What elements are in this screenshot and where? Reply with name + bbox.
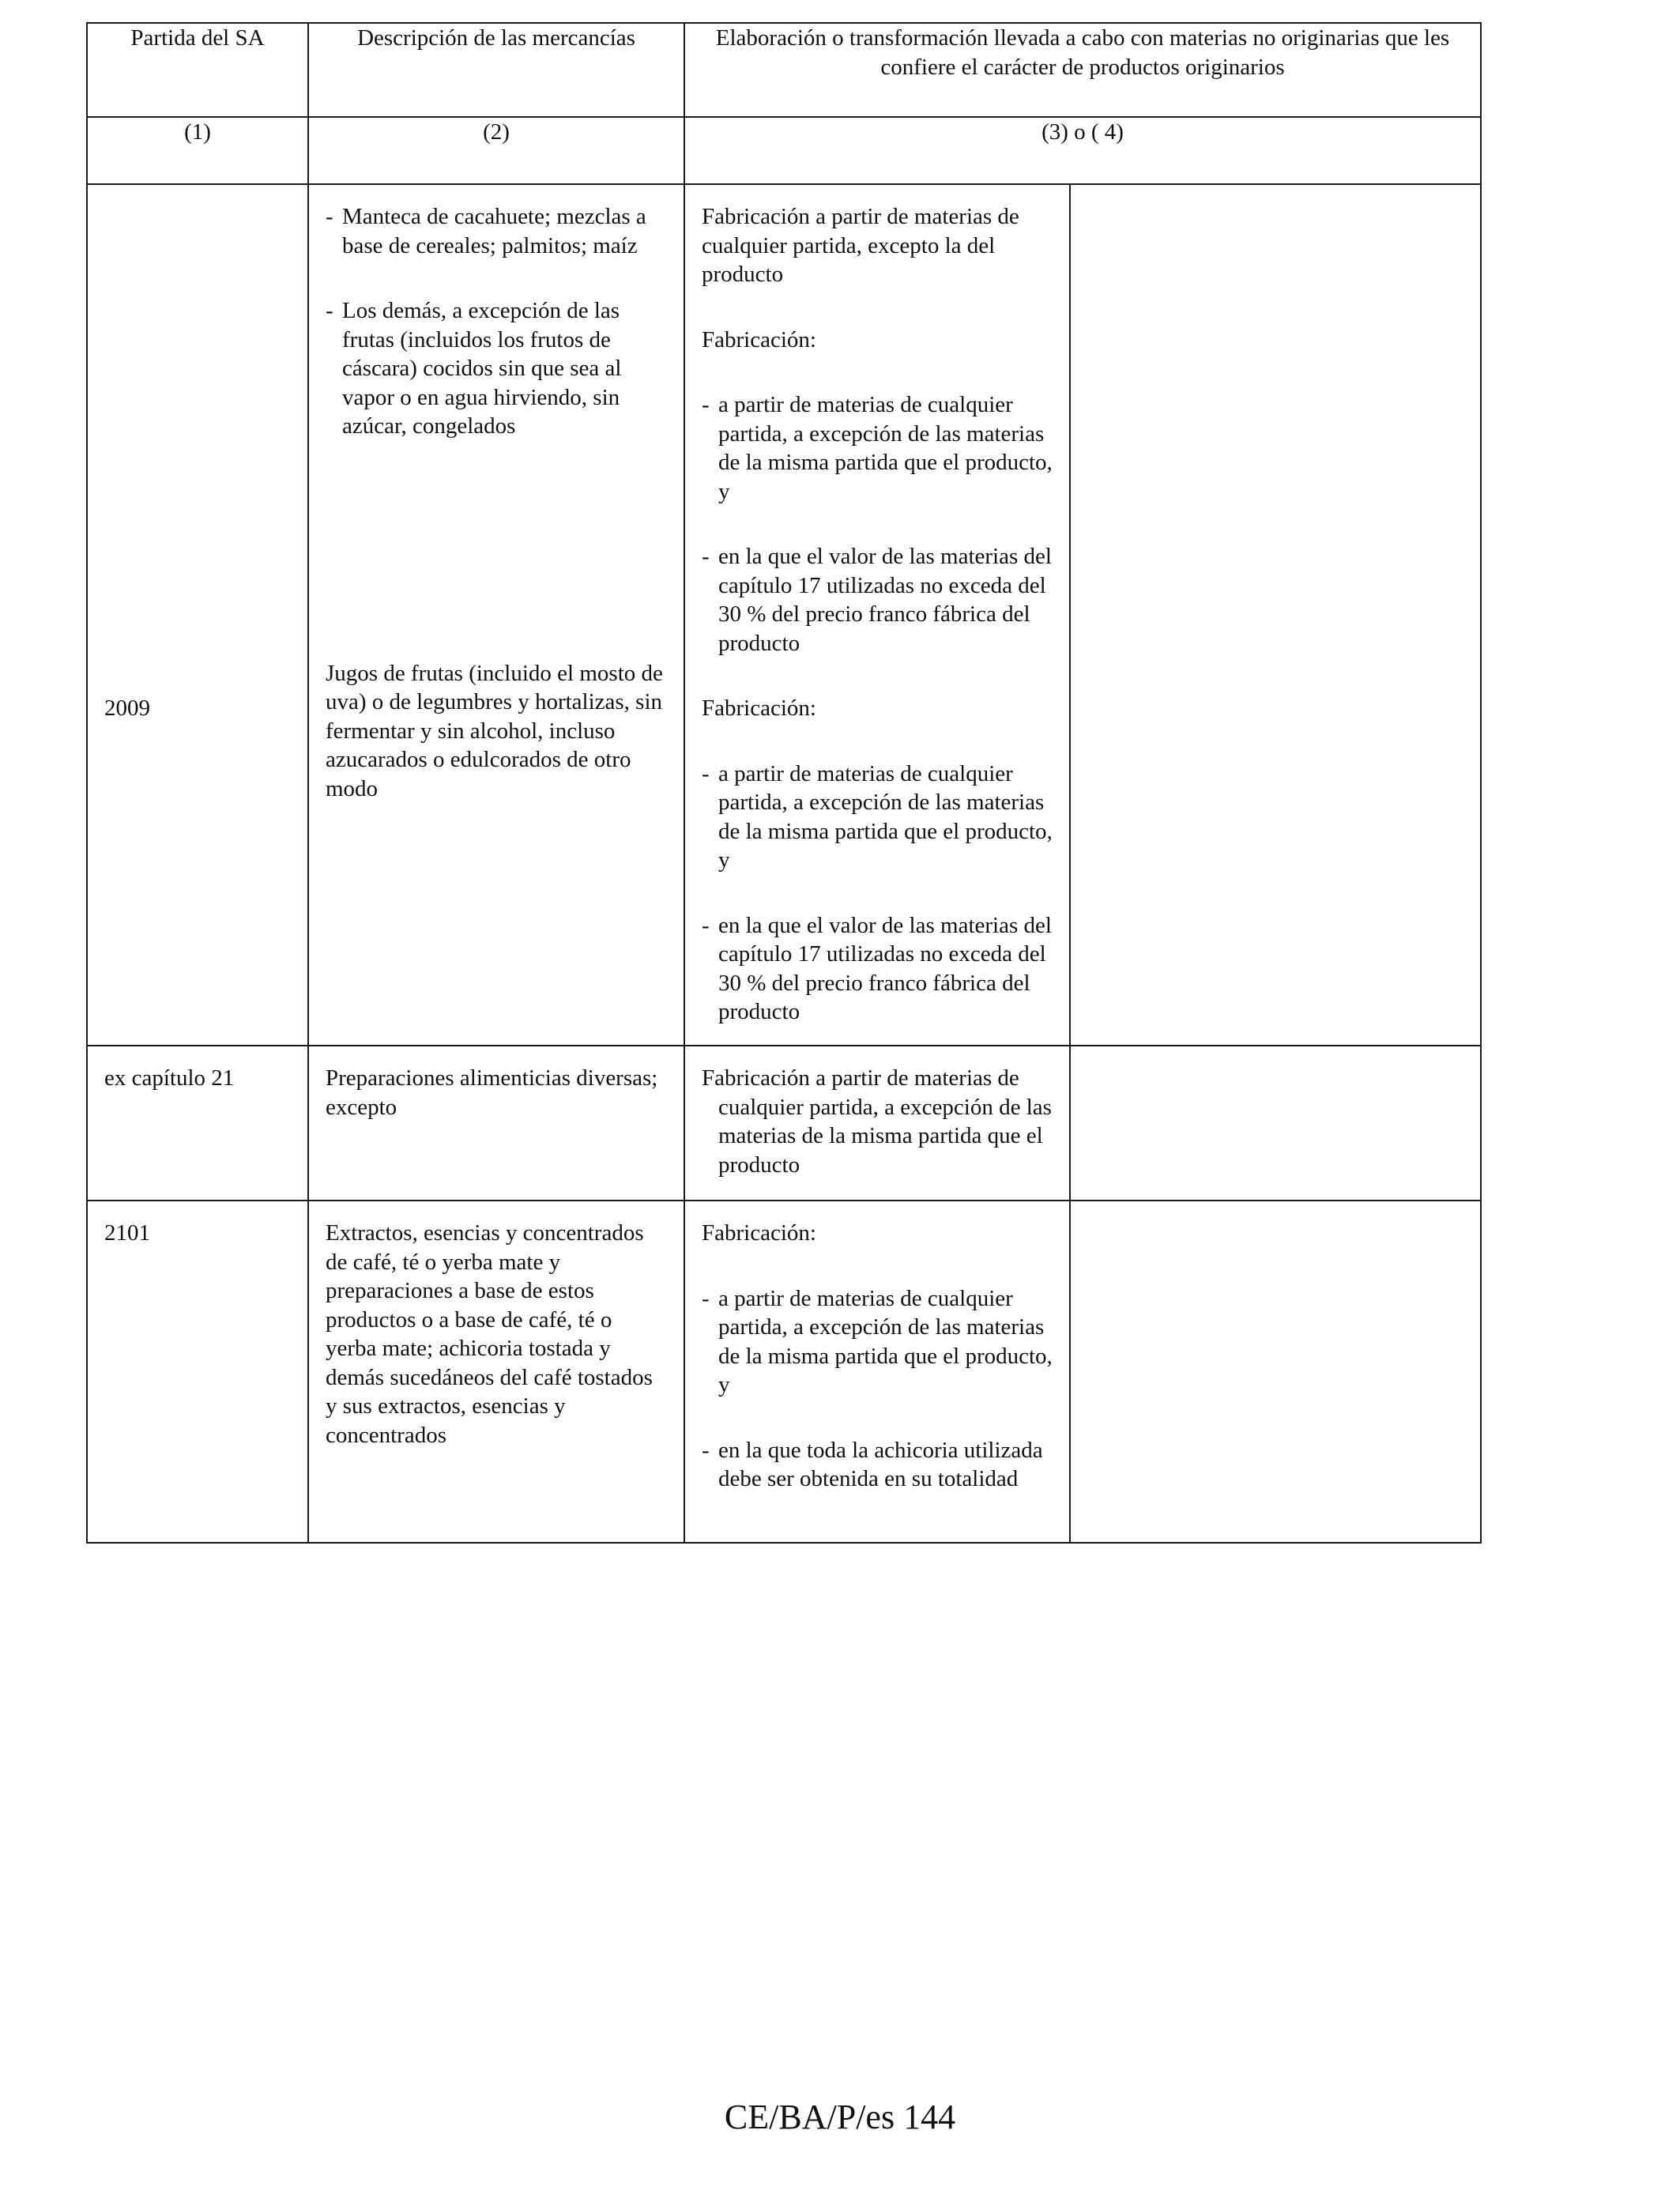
list-dash: - xyxy=(702,544,710,569)
alternative-rule-cell xyxy=(1070,1201,1481,1543)
rule-item: a partir de materias de cualquier partida, a excepción de las materias de la misma partida que el producto, y xyxy=(718,760,1053,873)
description-ex-21: Preparaciones alimenticias diversas; excepto xyxy=(326,1065,658,1120)
header-hs-heading: Partida del SA xyxy=(87,23,308,117)
hs-heading-cell xyxy=(87,184,308,1046)
rule-item: en la que el valor de las materias del capítulo 17 utilizadas no exceda del 30 % del precio franco fábrica del producto xyxy=(718,912,1052,1024)
rule-cell xyxy=(684,184,1070,1046)
column-number-row xyxy=(87,117,1481,184)
list-item xyxy=(702,760,1053,875)
table-row xyxy=(87,184,1481,1046)
page-footer-reference: CE/BA/P/es 144 xyxy=(724,2098,956,2136)
rule-intro: Fabricación: xyxy=(702,326,816,352)
hs-heading-2101: 2101 xyxy=(104,1220,150,1246)
list-item xyxy=(326,296,668,441)
rule-intro: Fabricación: xyxy=(702,696,816,721)
rule-item: a partir de materias de cualquier partida, a excepción de las materias de la misma partida que el producto, y xyxy=(718,1285,1053,1397)
list-dash: - xyxy=(702,760,710,786)
rule-intro: Fabricación: xyxy=(702,1220,816,1246)
table-header-row xyxy=(87,23,1481,117)
rule-cell xyxy=(684,1046,1070,1201)
table-row xyxy=(87,1201,1481,1543)
description-cell xyxy=(308,184,684,1046)
rule-text: Fabricación a partir de materias de cualquier partida, excepto la del producto xyxy=(702,204,1019,287)
origin-rules-table xyxy=(86,22,1482,1544)
list-item xyxy=(702,1284,1053,1400)
hs-heading-cell xyxy=(87,1046,308,1201)
column-number-3-4: (3) o ( 4) xyxy=(684,117,1481,184)
hs-heading-2009: 2009 xyxy=(104,696,150,721)
description-2101: Extractos, esencias y concentrados de café, té o yerba mate y preparaciones a base de estos productos o a base de café, té o yerba mate; achicoria tostada y demás sucedáneos del café tostados y sus extractos, esencias y concentrados xyxy=(326,1220,653,1448)
rule-cell xyxy=(684,1201,1070,1543)
list-dash: - xyxy=(326,204,333,229)
list-item xyxy=(702,390,1053,506)
list-item xyxy=(702,911,1053,1027)
description-cell xyxy=(308,1201,684,1543)
rule-text: Fabricación a partir de materias de cualquier partida, a excepción de las materias de la misma partida que el producto xyxy=(702,1065,1052,1178)
list-item xyxy=(702,1436,1053,1494)
header-description: Descripción de las mercancías xyxy=(308,23,684,117)
list-item xyxy=(326,202,668,260)
description-cell xyxy=(308,1046,684,1201)
list-dash: - xyxy=(326,298,333,323)
table-row xyxy=(87,1046,1481,1201)
rule-item: a partir de materias de cualquier partida, a excepción de las materias de la misma partida que el producto, y xyxy=(718,392,1053,504)
description-item-peanut-butter: Manteca de cacahuete; mezclas a base de cereales; palmitos; maíz xyxy=(342,204,646,258)
list-dash: - xyxy=(702,1437,710,1463)
column-number-1: (1) xyxy=(87,117,308,184)
description-item-other-fruits: Los demás, a excepción de las frutas (incluidos los frutos de cáscara) cocidos sin que sea al vapor o en agua hirviendo, sin azúcar, congelados xyxy=(342,298,622,439)
description-2009: Jugos de frutas (incluido el mosto de uva) o de legumbres y hortalizas, sin fermentar y sin alcohol, incluso azucarados o edulcorados de otro modo xyxy=(326,660,663,801)
list-dash: - xyxy=(702,912,710,938)
column-number-2: (2) xyxy=(308,117,684,184)
hs-heading-cell xyxy=(87,1201,308,1543)
rule-item: en la que toda la achicoria utilizada debe ser obtenida en su totalidad xyxy=(718,1437,1043,1491)
hs-heading-ex-21: ex capítulo 21 xyxy=(104,1065,235,1091)
alternative-rule-cell xyxy=(1070,184,1481,1046)
list-dash: - xyxy=(702,1285,710,1311)
list-item xyxy=(702,542,1053,658)
list-dash: - xyxy=(702,392,710,417)
rule-item: en la que el valor de las materias del capítulo 17 utilizadas no exceda del 30 % del precio franco fábrica del producto xyxy=(718,544,1052,656)
header-working-processing: Elaboración o transformación llevada a cabo con materias no originarias que les confiere el carácter de productos originarios xyxy=(684,23,1481,117)
alternative-rule-cell xyxy=(1070,1046,1481,1201)
